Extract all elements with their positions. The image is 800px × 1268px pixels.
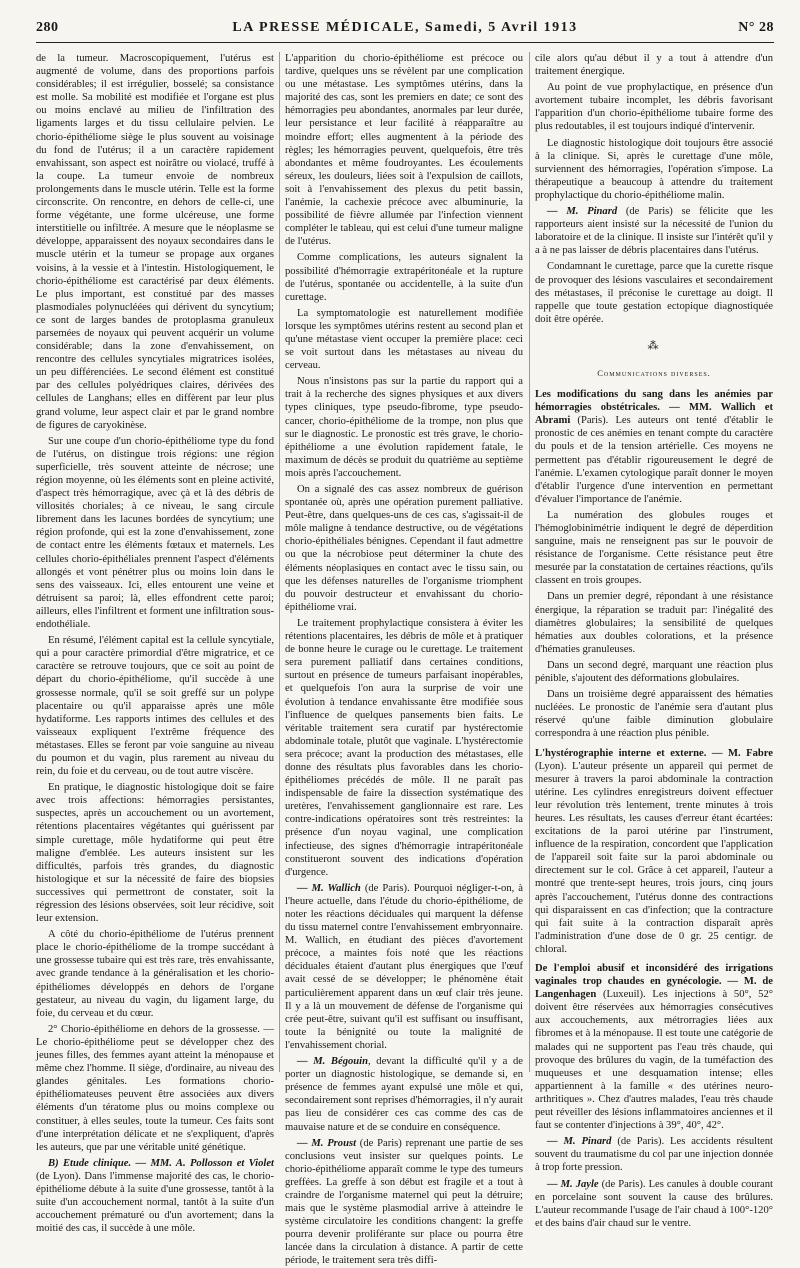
paragraph [535,205,773,257]
speaker-name: — M. Pinard [547,1136,612,1148]
article-heading: L'hystérographie interne et externe. — M. Fabre [535,747,773,759]
paragraph: La numération des globules rouges et l'hémoglobinimétrie indiquent le degré de déperdition sanguine, mais ne renseignent pas sur le pouvoir de résistance de l'organisme. Cette résistance peut être mesurée par la constatation de certaines réactions, qu'ils classent en trois groupes. [535,509,773,587]
paragraph: La symptomatologie est naturellement modifiée lorsque les symptômes utérins restent au second plan et qu'une métastase vient occuper la première place: ceci se voit surtout dans les métastases au niveau du cerveau. [285,307,523,372]
column-left [36,52,274,1235]
paragraph-text: (Lyon). L'auteur présente un appareil qui permet de mesurer à travers la paroi abdominale la contraction utérine. Les cylindres enregistreurs doivent effectuer leur révolution très lentement, trente minutes à trois heures. Les résultats, les causes d'erreur étant écartées: excitations de la paroi utérine par l'instrument, influence de la respiration, concordent que l'application de l'appareil soit faite sur la paroi abdominale ou directement sur le col. Grâce à cet appareil, l'auteur a montré que trente-sept heures, trois jours, cinq jours après l'accouchement, l'utérus donne des contractions qui disparaissent en cas d'infection; que la contracture qui fait suite à la contraction disparaît après l'administration d'une dose de 0 gr. 25 centigr. de chloral. [535,760,773,955]
paragraph: Au point de vue prophylactique, en présence d'un avortement tubaire incomplet, les débris favorisant l'apparition d'un chorio-épithéliome tubaire forme des plus redoutables, il est toujours indiqué d'intervenir. [535,82,773,133]
paragraph: Le diagnostic histologique doit toujours être associé à la clinique. Si, après le curettage d'une môle, surviennent des hémorragies, l'opération s'impose. La thérapeutique a beaucoup à attendre du traitement prophylactique du chorio-épithéliome malin. [535,137,773,201]
paragraph [535,1178,773,1230]
paragraph: Comme complications, les auteurs signalent la possibilité d'hémorragie extrapéritonéale et la rupture de l'utérus, spontanée ou accidentelle, à la suite d'un curettage. [285,252,523,303]
paragraph [285,882,523,1052]
paragraph: Nous n'insistons pas sur la partie du rapport qui a trait à la recherche des signes physiques et aux divers types cliniques, type pseudo-fibrome, type pseudo-cancer, chorio-épithéliome de la trompe, non plus que sur le diagnostic. Le pronostic est très grave, le chorio-épithéliome a une évolution rapidement fatale, le maximum de décès se produit du quatrième au septième mois après l'accouchement. [285,376,523,479]
paragraph: On a signalé des cas assez nombreux de guérison spontanée où, après une opération purement palliative. Peut-être, dans quelques-uns de ces cas, s'agissait-il de môle maligne à tendance destructive, ou de végétations chorio-épithéliales bénignes. Cependant il faut admettre ou que la nécrobiose peut déterminer la chute des éléments néoplasiques en contact avec le tissu sain, ou que les défenses naturelles de l'organisme triomphent du pouvoir destructeur et envahissant du chorio-épithéliome vrai. [285,484,523,613]
issue-number: N° 28 [738,20,774,35]
paragraph: de la tumeur. Macroscopiquement, l'utérus est augmenté de volume, dans des proportions parfois considérables; il est irrégulier, bosselé; sa consistance est molle. Sa mobilité est modifiée et l'organe est plus ou moins enclavé au milieu de l'infiltration des ligaments larges et du tissu cellulaire pelvien. Le chorio-épithéliome siège le plus souvent au voisinage du fond de l'utérus; il a un caractère rapidement envahissant, son aspect est noirâtre ou violacé, truffé à la coupe. La tumeur envoie de nombreux prolongements dans le muscle utérin. Telle est la forme circonscrite. On rencontre, en dehors de celle-ci, une forme végétante, une forme ulcéreuse, une forme interstitielle ou infiltrée. A mesure que le néoplasme se développe, apparaissent des noyaux secondaires dans le muscle utérin et la tumeur se propage aux organes voisins, à la vessie et à l'intestin. Histologiquement, le chorio-épithéliome est caractérisé par deux éléments. Le plus important, est constitué par des masses plasmodiales polynucléées qui dérivent du syncytium; ce sont de larges bandes de protoplasma granuleux parsemées de noyaux qui peuvent acquérir un volume considérable; dans la zone d'envahissement, on rencontre des cellules syncytiales migratrices isolées, un peu différenciées. Le second élément est constitué par des cellules polyédriques claires, dérivées des cellules de Langhans; elles en diffèrent par leur plus grand volume, leur aspect clair et par le grand nombre de figures de caryokinèse. [36,53,274,431]
paragraph [535,1135,773,1174]
page-number: 280 [36,20,59,35]
column-right [535,52,774,1229]
paragraph: Sur une coupe d'un chorio-épithéliome type du fond de l'utérus, on distingue trois régions: une région superficielle, très souvent atteinte de nécrose; une région moyenne, où les éléments sont en pleine activité, d'aspect très hémorragique, avec çà et là des débris de villosités choriales; à ce niveau, le sang circule librement dans les lacunes bordées de syncytium; une région profonde, qui est la zone d'envahissement, zone de contact entre les éléments fœtaux et maternels. Les cellules chorio-épithéliales prennent l'aspect d'éléments allongés et vont pénétrer plus ou moins loin dans le sens des vaisseaux. Ici, elles entourent une veine et détruisent sa paroi; là, elles effondrent cette paroi; ailleurs, elles l'infiltrent et forment une infiltration sous-endothéliale. [36,435,274,631]
paragraph: En pratique, le diagnostic histologique doit se faire avec trois affections: hémorragies persistantes, suspectes, après un accouchement ou un avortement, rétentions placentaires végétantes qui guérissent par simple curettage, môle hydatiforme qui peut être maligne d'emblée. Les auteurs insistent sur les difficultés, parfois très grandes, du diagnostic histologique et sur la nécessité de faire des biopsies successives qui permettront de constater, soit la régression des lésions observées, soit leur récidive, soit leur extension. [36,782,274,925]
paragraph-text: (de Lyon). Dans l'immense majorité des cas, le chorio-épithéliome débute à la suite d'une grossesse, tantôt à la suite d'un accouchement normal, tantôt à la suite d'un accouchement prématuré ou d'un avortement; dans la moitié des cas, il succède à une môle. [36,1170,274,1235]
paragraph: cile alors qu'au début il y a tout à attendre d'un traitement énergique. [535,53,773,78]
paragraph [36,1157,274,1236]
asterism-ornament: ⁂ [647,339,661,352]
paragraph: Le traitement prophylactique consistera à éviter les rétentions placentaires, les débris de môle et à pratiquer de bonne heure le curage ou le curettage. Le traitement sera purement palliatif dans certaines conditions, surtout en présence de tumeurs parfaisant inopérables, et quelquefois l'on aura la surprise de voir une évolution à tendance envahissante être modifiée sous l'influence de quelques pansements bien faits. Le véritable traitement sera curatif par hystérectomie abdominale totale, plutôt que vaginale. L'hystérectomie sera précoce; avant la production des métastases, elle donne des résultats plus favorables dans les chorio-épithéliomes précédés de môle. Il ne paraît pas indispensable de faire la dissection systématique des uretères, l'envahissement ganglionnaire est rare. Les contre-indications opératoires sont très restreintes: la présence d'un noyau vaginal, une complication infectieuse, des signes d'hémorragie intrapéritonéale constitueront souvent des indications d'opération d'urgence. [285,617,523,878]
paragraph: A côté du chorio-épithéliome de l'utérus prennent place le chorio-épithéliome de la trompe succédant à une grossesse tubaire qui est très rare, très envahissante, avec grande tendance à la généralisation et les chorio-épithéliomes développés en dehors de l'organe gestateur, au niveau du vagin, du ligament large, du foie, du cerveau et du cœur. [36,929,274,1019]
paragraph-text: (Paris). Les auteurs ont tenté d'établir le pronostic de ces anémies en tenant compte du caractère du pouls et de la tension artérielle. Ces moyens ne permettent pas d'établir rigoureusement le degré de l'anémie. L'examen cytologique paraît donner le moyen d'établir l'urgence d'une intervention en permettant d'évaluer l'importance de l'anémie. [535,415,773,505]
paragraph [535,962,773,1132]
paragraph: L'apparition du chorio-épithéliome est précoce ou tardive, quelques uns se révèlent par une complication ou une métastase. Les symptômes utérins, dans la majorité des cas, sont les premiers en date; ce sont des hémorragies peu abondantes, anormales par leur durée, leur persistance et leur facilité à réapparaître au moindre effort; elles augmentent à la période des règles; les hémorragies peuvent, quelquefois, être très abondantes et même foudroyantes. Les écoulements séreux, les douleurs, liées soit à l'expulsion de caillots, soit à l'envahissement des plexus du petit bassin, l'anémie, la cachexie précoce avec albuminurie, la possibilité de fièvre allumée par l'infection viennent compléter le tableau, qui est celui d'une tumeur maligne de l'utérus. [285,53,523,248]
speaker-name: — M. Wallich [297,882,361,894]
paragraph-text: (de Paris) se félicite que les rapporteurs aient insisté sur la nécessité de l'union du laboratoire et de la clinique. Il insiste sur l'intérêt qu'il y a à ne pas laisser de débris placentaires dans l'utérus. [535,206,774,257]
paragraph-text: (de Paris). Les accidents résultent souvent du traumatisme du col par une injection donnée à trop forte pression. [535,1136,773,1174]
column-middle [285,52,524,1267]
paragraph-text: (de Paris). Pourquoi négliger-t-on, à l'heure actuelle, dans l'étude du chorio-épithéliome, de noter les réactions déciduales qui marquent la défense du tissu maternel contre l'envahissement embryonnaire. M. Wallich, en étudiant des pièces d'avortement précoce, a maintes fois noté que les réactions déciduales étaient d'autant plus énergiques que l'œuf avait cessé de se développer; le phénomène était particulièrement apparent dans un œuf clair très jeune. Il y a là un mouvement de défense de l'organisme qui crée peut-être, suivant qu'il est suffisant ou insuffisant, toute la bénignité ou toute la malignité de l'envahissement chorial. [285,882,524,1051]
page-header [36,18,774,43]
article-heading: De l'emploi abusif et inconsidéré des irrigations vaginales trop chaudes en gynécologie. — M. de Langenhagen [535,963,773,1001]
column-divider [529,52,530,1072]
paragraph: Dans un premier degré, répondant à une résistance énergique, la réparation se traduit par: l'inégalité des diamètres globulaires; la sensibilité de quelques hématies aux doubles colorations, et la présence d'hématies granuleuses. [535,591,773,655]
speaker-name: — M. Pinard [547,206,618,218]
section-heading: Communications diverses. [597,367,711,378]
paragraph-text: (de Paris). Les canules à double courant en porcelaine sont souvent la cause des brûlures. L'auteur recommande l'usage de l'air chaud à 100°-120° et des bains d'air chaud sur le ventre. [535,1178,773,1229]
article-heading: Les modifications du sang dans les anémies par hémorragies obstétricales. — MM. Wallich et Abrami [535,389,773,427]
paragraph: Condamnant le curettage, parce que la curette risque de provoquer des lésions vasculaires et secondairement des métastases, il préconise le curettage au doigt. Il rappelle que toute gestation ectopique diagnostiquée doit être opérée. [535,261,773,325]
paragraph [535,388,773,506]
speaker-name: — M. Proust [297,1137,357,1149]
paragraph: En résumé, l'élément capital est la cellule syncytiale, qui a pour caractère primordial d'être migratrice, et ce caractère se retrouve toujours, que ce soit au point de départ du chorio-épithéliome, qu'il succède à une grossesse normale, qu'il se soit greffé sur un polype placentaire ou qu'il apparaisse après une môle hydatiforme. Les rapports intimes des cellules et des vaisseaux expliquent l'extrême fréquence des métastases. Elles se feront par voie sanguine au niveau du poumon et du vagin, plus rarement au niveau du rein, du foie et du cerveau, ou de tout autre viscère. [36,635,274,778]
journal-title: LA PRESSE MÉDICALE, Samedi, 5 Avril 1913 [232,20,578,35]
paragraph [285,1137,523,1268]
paragraph: 2° Chorio-épithéliome en dehors de la grossesse. — Le chorio-épithéliome peut se développer chez des jeunes filles, des femmes ayant atteint la ménopause et même chez l'homme. Il siège, d'ordinaire, au niveau des glandes génitales. Les formations chorio-épithéliomateuses peuvent être associées aux divers éléments d'un tératome plus ou moins complexe ou constituer, à elles seules, toute la tumeur. Ces faits sont d'une interprétation délicate et ne s'expliquent, d'après les auteurs, que par une véritable unité génétique. [36,1023,274,1153]
paragraph: Dans un troisième degré apparaissent des hématies nucléées. Le pronostic de l'anémie sera d'autant plus réservé qu'une faible diminution globulaire correspondra à une réaction plus pénible. [535,689,773,740]
speaker-name: — M. Bégouin [297,1056,369,1068]
column-divider [279,52,280,1072]
speaker-name: — M. Jayle [547,1178,599,1190]
paragraph: Dans un second degré, marquant une réaction plus pénible, s'ajoutent des déformations globulaires. [535,659,773,685]
paragraph-text: (de Paris) reprenant une partie de ses conclusions veut insister sur quelques points. Le chorio-épithéliome apparaît comme le type des tumeurs greffées. La greffe à son début est fragile et a tout à craindre de l'organisme maternel qui peut la détruire; mais que le système plasmodial arrive à atteindre le système circulatoire les conditions changent: la greffe pourra devenir proliférante sur place ou pourra être lancée dans la circulation à distance. A partir de cette période, le traitement sera très diffi- [285,1137,523,1267]
paragraph [285,1055,523,1134]
paragraph-text: , devant la difficulté qu'il y a de porter un diagnostic histologique, se demande si, en présence de femmes ayant expulsé une môle et qui, secondairement sont reprises d'hémorragies, il n'y aurait pas lieu de considérer ces cas comme des cas de mauvaise nature et de se conduire en conséquence. [285,1056,523,1133]
paragraph-text: (Luxeuil). Les injections à 50°, 52° doivent être réservées aux hémorragies consécutives aux accouchements, aux métrorragies liées aux fibromes et à la ménopause. Il est toute une catégorie de malades qui ne supportent pas l'eau très chaude, qui provoque des brûlures du vagin, de la tuméfaction des muqueuses et une desquamation intense; elles appartiennent à la famille « des utérines neuro-arthritiques ». Chez d'autres malades, l'eau très chaude peut réveiller des lésions inflammatoires anciennes et il faut se contenter d'injections à 39°, 40°, 42°. [535,989,773,1132]
paragraph [535,747,773,957]
subsection-lead: B) Etude clinique. — MM. A. Pollosson et Violet [48,1157,274,1169]
